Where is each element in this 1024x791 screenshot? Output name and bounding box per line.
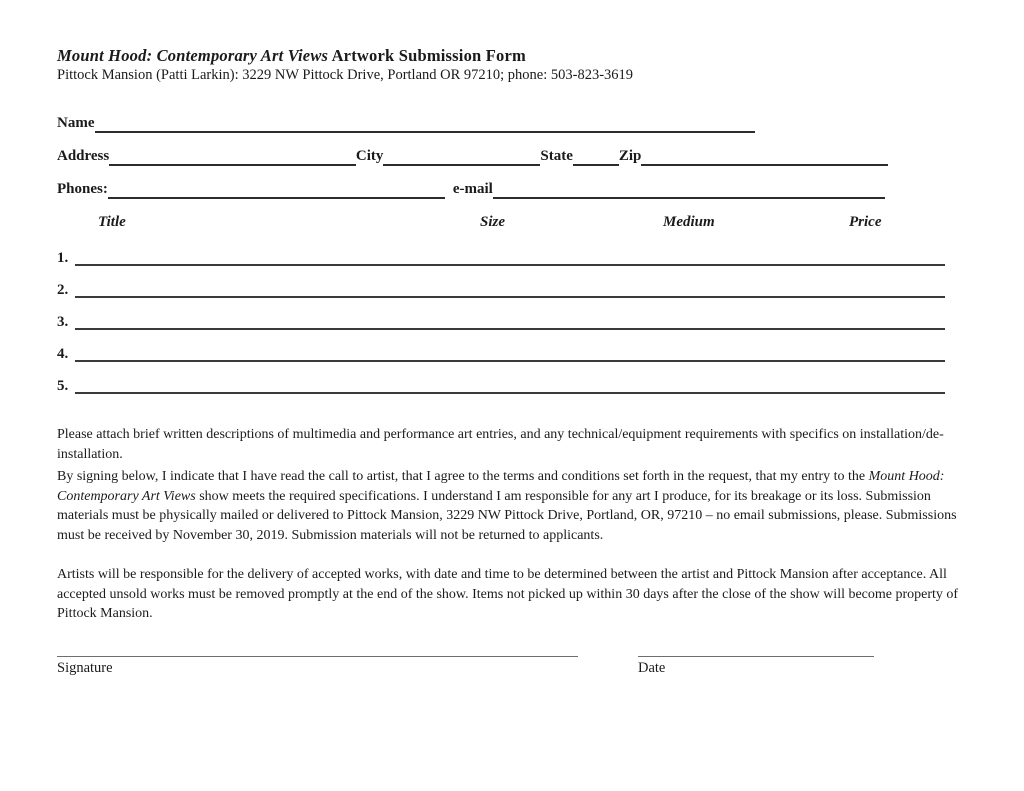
artwork-row-number: 1. (57, 250, 69, 266)
artwork-row-number: 5. (57, 378, 69, 394)
form-title-suffix: Artwork Submission Form (328, 46, 526, 65)
agreement-text-before: By signing below, I indicate that I have read the call to artist, that I agree to the terms and conditions set forth in the request, that my entry to the (57, 469, 869, 484)
date-label: Date (638, 660, 666, 676)
signature-field-block (57, 646, 578, 677)
artwork-entry-line-5[interactable] (75, 378, 945, 394)
city-label: City (355, 148, 384, 164)
artwork-entry-line-3[interactable] (75, 314, 945, 330)
phones-field-row (57, 180, 885, 199)
name-label: Name (57, 115, 95, 131)
zip-input-line[interactable] (641, 147, 888, 166)
agreement-paragraph (57, 467, 969, 545)
artwork-row-2 (57, 282, 945, 298)
zip-label: Zip (618, 148, 642, 164)
address-input-line[interactable] (109, 147, 356, 166)
column-header-size: Size (480, 214, 506, 230)
venue-contact-info: Pittock Mansion (Patti Larkin): 3229 NW Pittock Drive, Portland OR 97210; phone: 503-823-3619 (57, 67, 634, 83)
show-name-title: Mount Hood: Contemporary Art Views (57, 46, 329, 65)
signature-input-line[interactable] (57, 646, 578, 657)
artwork-entry-line-4[interactable] (75, 346, 945, 362)
artwork-entry-line-2[interactable] (75, 282, 945, 298)
artwork-row-number: 3. (57, 314, 69, 330)
name-field-row (57, 114, 755, 133)
column-header-price: Price (849, 214, 882, 230)
agreement-text-after: show meets the required specifications. I understand I am responsible for any art I produce, for its breakage or its loss. Submission materials must be physically mailed or delivered to Pittock Mansion, 3229 NW Pittock Drive, Portland, OR, 97210 – no email submissions, please. Submissions must be received by November 30, 2019. Submission materials will not be returned to applicants. (57, 488, 957, 543)
name-input-line[interactable] (95, 114, 756, 133)
form-title (57, 46, 526, 66)
artwork-entry-line-1[interactable] (75, 250, 945, 266)
date-field-block (638, 646, 874, 677)
date-input-line[interactable] (638, 646, 874, 657)
agreement-show-name: Mount Hood: Contemporary Art Views (57, 469, 945, 504)
artwork-entries-list (57, 250, 945, 410)
artwork-row-number: 4. (57, 346, 69, 362)
artwork-row-5 (57, 378, 945, 394)
address-label: Address (57, 148, 110, 164)
column-header-medium: Medium (663, 214, 715, 230)
city-input-line[interactable] (383, 147, 540, 166)
state-input-line[interactable] (573, 147, 619, 166)
artwork-row-1 (57, 250, 945, 266)
signature-label: Signature (57, 660, 113, 676)
email-label: e-mail (452, 181, 493, 197)
phones-label: Phones: (57, 181, 108, 197)
artwork-row-number: 2. (57, 282, 69, 298)
state-label: State (540, 148, 573, 164)
delivery-terms-paragraph: Artists will be responsible for the delivery of accepted works, with date and time to be determined between the artist and Pittock Mansion after acceptance. All accepted unsold works must be removed promptly at the end of the show. Items not picked up within 30 days after the close of the show will become property of Pittock Mansion. (57, 567, 959, 621)
address-field-row (57, 147, 888, 166)
artwork-row-3 (57, 314, 945, 330)
phones-input-line[interactable] (108, 180, 445, 199)
column-header-title: Title (98, 214, 126, 230)
email-input-line[interactable] (493, 180, 885, 199)
artwork-row-4 (57, 346, 945, 362)
attachment-instructions-paragraph: Please attach brief written descriptions of multimedia and performance art entries, and any technical/equipment requirements with specifics on installation/de-installation. (57, 427, 944, 462)
